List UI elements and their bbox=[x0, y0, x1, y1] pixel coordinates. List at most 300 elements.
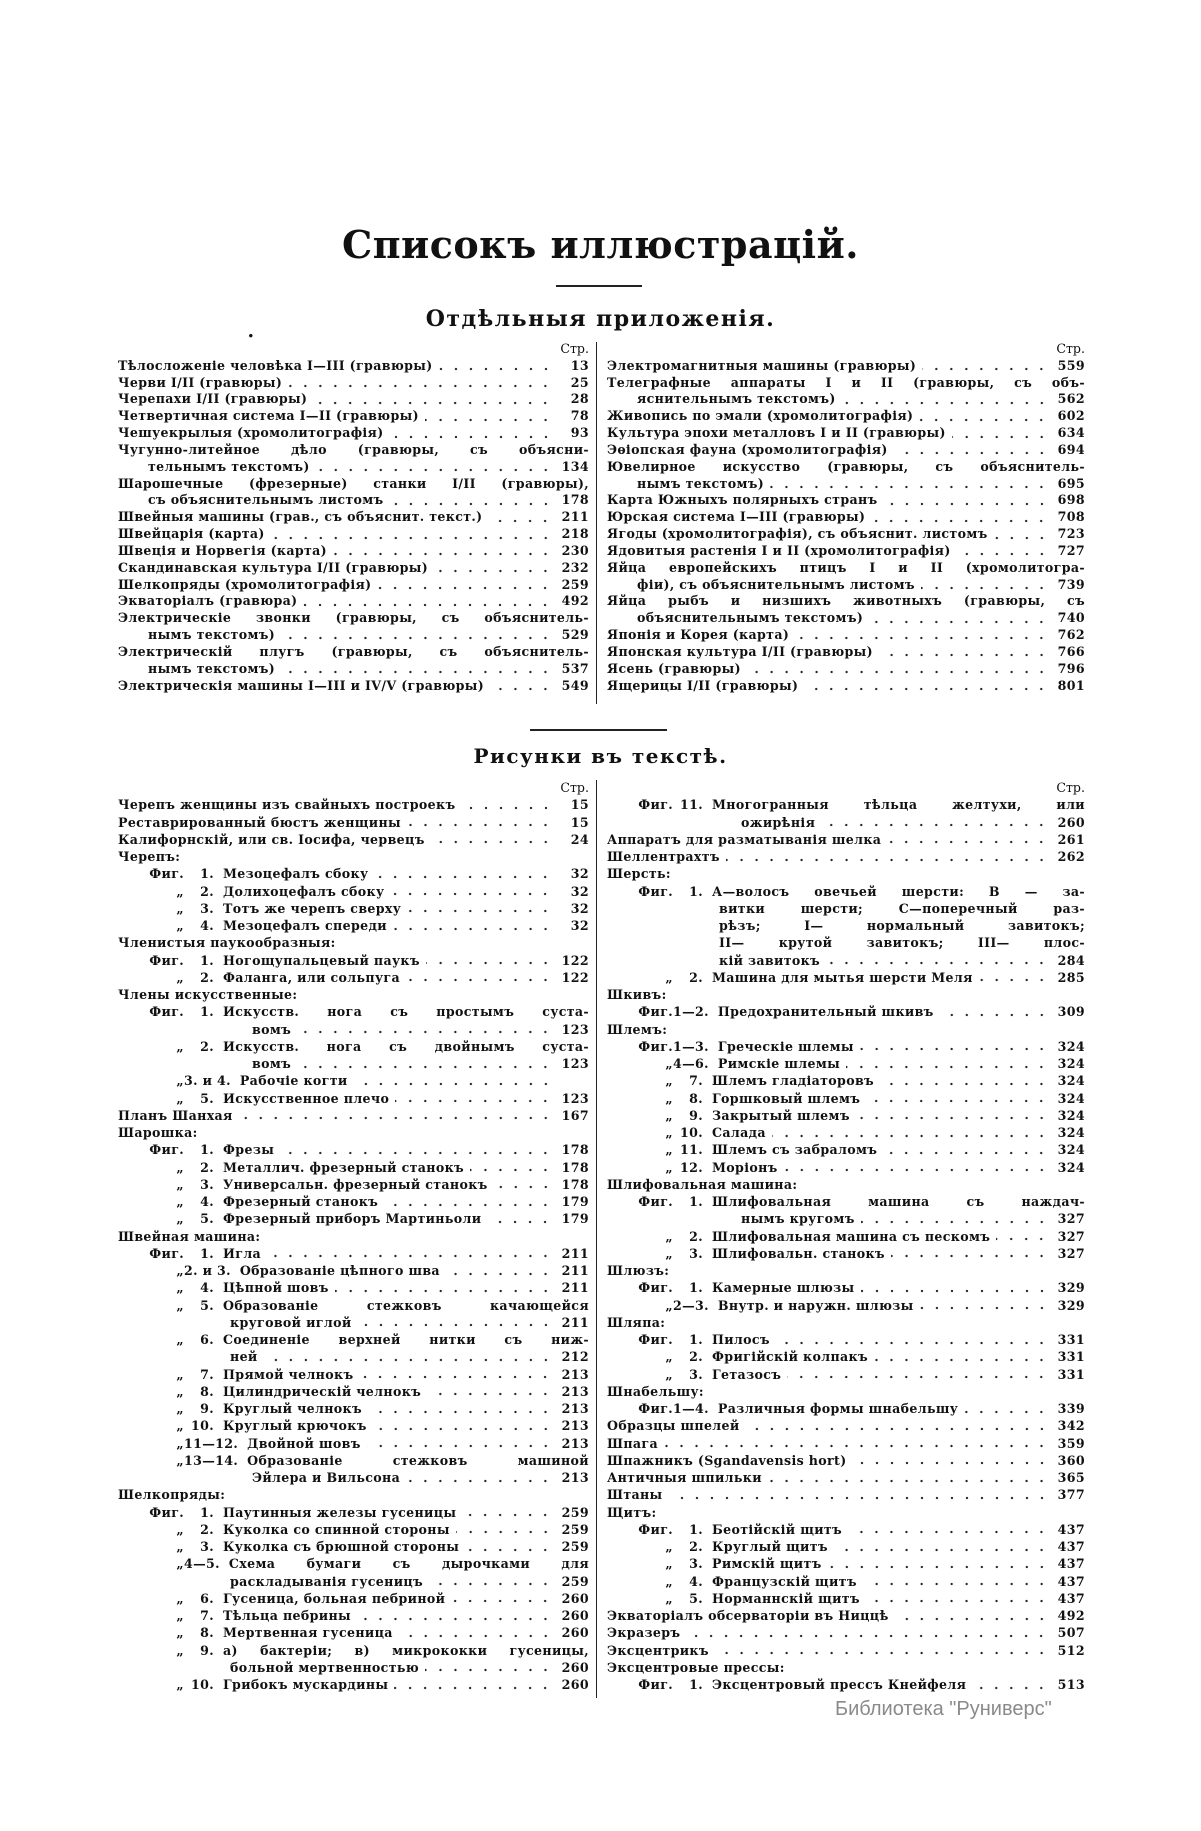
page-number: 211 bbox=[561, 1245, 589, 1261]
entry-title: Образованіе цѣпного шва bbox=[239, 1263, 440, 1278]
index-entry-row bbox=[118, 1504, 589, 1521]
figure-number: 10. bbox=[191, 1677, 214, 1692]
page-number: 331 bbox=[1057, 1366, 1085, 1382]
index-entry-row bbox=[118, 1624, 589, 1641]
index-entry-row bbox=[607, 476, 1085, 493]
page-number: 331 bbox=[1057, 1349, 1085, 1365]
dot-leader bbox=[883, 1145, 1049, 1155]
dot-leader bbox=[434, 563, 553, 573]
dot-leader bbox=[288, 378, 553, 388]
dot-leader bbox=[281, 664, 553, 674]
figure-number: 13—14. bbox=[184, 1452, 239, 1468]
figure-marker: „ bbox=[176, 1642, 184, 1658]
figure-marker: „ bbox=[176, 1608, 184, 1623]
entry-title: Швейцарія (карта) bbox=[118, 526, 265, 542]
entry-title: Шпажникъ (Sgandavensis hort) bbox=[607, 1452, 847, 1468]
page-number: 134 bbox=[561, 458, 589, 474]
column-divider bbox=[596, 780, 597, 1698]
page-number: 327 bbox=[1057, 1228, 1085, 1244]
index-entry-row bbox=[118, 1573, 589, 1590]
dot-leader bbox=[996, 1231, 1049, 1241]
entry-title: Шерсть: bbox=[607, 866, 671, 882]
page-number: 260 bbox=[561, 1659, 589, 1675]
entry-title: Римскій щитъ bbox=[712, 1556, 822, 1572]
page-number: 123 bbox=[561, 1056, 589, 1071]
entry-title: Членистыя паукообразныя: bbox=[118, 935, 336, 951]
plates-right-list bbox=[607, 358, 1085, 695]
figure-number: 2. bbox=[200, 1521, 214, 1537]
figure-number: 4—5. bbox=[184, 1556, 220, 1572]
title-rule bbox=[556, 285, 642, 287]
figure-marker: „ bbox=[176, 1556, 184, 1572]
page-number: 123 bbox=[561, 1021, 589, 1037]
page-number: 537 bbox=[561, 660, 589, 676]
dot-leader bbox=[768, 1473, 1049, 1483]
dot-leader bbox=[335, 1283, 553, 1293]
dot-leader bbox=[828, 1559, 1049, 1569]
page-number: 437 bbox=[1057, 1556, 1085, 1572]
index-entry-row bbox=[118, 1245, 589, 1262]
entry-title: Телеграфные аппараты I и II (гравюры, съ объ- bbox=[607, 374, 1085, 390]
entry-title: Цѣпной шовъ bbox=[223, 1280, 329, 1296]
page-number: 796 bbox=[1057, 660, 1085, 676]
dot-leader bbox=[860, 1041, 1049, 1051]
index-entry-row bbox=[118, 1072, 589, 1089]
dot-leader bbox=[686, 1628, 1049, 1638]
index-entry-row bbox=[118, 644, 589, 661]
entry-title: Шелкопряды (хромолитографія) bbox=[118, 576, 372, 592]
entry-title: Античныя шпильки bbox=[607, 1470, 762, 1485]
page-number: 740 bbox=[1057, 610, 1085, 626]
dot-leader bbox=[895, 1611, 1049, 1621]
figure-number: 4. bbox=[200, 1280, 214, 1296]
page-number: 324 bbox=[1057, 1125, 1085, 1140]
page-number: 327 bbox=[1057, 1245, 1085, 1261]
dot-leader bbox=[863, 1576, 1049, 1586]
figure-marker: „ bbox=[176, 883, 184, 899]
index-entry-row bbox=[118, 917, 589, 934]
dot-leader bbox=[390, 429, 553, 439]
entry-title: Шлифовальн. станокъ bbox=[712, 1245, 885, 1261]
entry-title: Эйлера и Вильсона bbox=[252, 1470, 401, 1485]
index-entry-row bbox=[607, 1400, 1085, 1417]
dot-leader bbox=[715, 1645, 1049, 1655]
figure-number: 2. bbox=[200, 1159, 214, 1175]
figure-marker: „ bbox=[176, 1590, 184, 1606]
figure-number: 6. bbox=[200, 1590, 214, 1606]
section-heading-text-figures: Рисунки въ текстѣ. bbox=[473, 744, 728, 768]
index-entry-row bbox=[118, 1038, 589, 1055]
page-number: 13 bbox=[570, 357, 589, 373]
figure-marker: „ bbox=[665, 1573, 673, 1589]
figure-number: 1. bbox=[200, 1245, 214, 1261]
figure-marker: Фиг. bbox=[149, 952, 184, 968]
dot-leader bbox=[357, 1611, 553, 1621]
index-entry-row bbox=[118, 661, 589, 678]
figure-marker: Фиг. bbox=[638, 1004, 673, 1020]
entry-title: Беотійскій щитъ bbox=[712, 1521, 843, 1537]
figure-number: 1. bbox=[200, 866, 214, 882]
dot-leader bbox=[871, 513, 1049, 523]
figure-number: 7. bbox=[689, 1073, 703, 1089]
dot-leader bbox=[846, 1059, 1049, 1069]
figure-marker: „ bbox=[665, 1297, 673, 1313]
page-number: 529 bbox=[561, 627, 589, 643]
page-number: 232 bbox=[561, 559, 589, 575]
page-number: 360 bbox=[1057, 1452, 1085, 1468]
index-entry-row bbox=[118, 1055, 589, 1072]
figure-marker: „ bbox=[176, 1366, 184, 1382]
entry-title: Шлифовальная машина съ пескомъ bbox=[712, 1228, 991, 1244]
dot-leader bbox=[297, 1059, 553, 1069]
figure-number: 1. bbox=[689, 883, 703, 899]
page-number: 259 bbox=[561, 576, 589, 592]
figure-number: 1. bbox=[200, 1142, 214, 1158]
index-entry-row bbox=[118, 476, 589, 493]
entry-title: Фригійскій колпакъ bbox=[712, 1349, 869, 1365]
dot-leader bbox=[384, 1197, 553, 1207]
dot-leader bbox=[426, 955, 553, 965]
figure-number: 2. bbox=[200, 969, 214, 985]
entry-title: Шпага bbox=[607, 1435, 658, 1451]
entry-title: Норманнскій щитъ bbox=[712, 1590, 860, 1606]
dot-leader bbox=[842, 395, 1049, 405]
figure-marker: „ bbox=[665, 1090, 673, 1106]
index-entry-row bbox=[607, 969, 1085, 986]
index-entry-row bbox=[607, 952, 1085, 969]
index-entry-row bbox=[118, 934, 589, 951]
index-entry-row bbox=[607, 796, 1085, 813]
entry-title: a) бактеріи; в) микрококки гусеницы, bbox=[223, 1642, 589, 1658]
entry-title: Юрская система I—III (гравюры) bbox=[607, 509, 866, 525]
figure-marker: „ bbox=[176, 1452, 184, 1468]
page-number: 259 bbox=[561, 1504, 589, 1520]
index-entry-row bbox=[607, 1573, 1085, 1590]
entry-title: Японія и Корея (карта) bbox=[607, 627, 790, 643]
figure-marker: Фиг. bbox=[638, 1401, 673, 1416]
entry-title: Реставрированный бюстъ женщины bbox=[118, 814, 401, 830]
figure-marker: „ bbox=[176, 1401, 184, 1416]
dot-leader bbox=[869, 614, 1049, 624]
entry-title: витки шерсти; С—поперечный раз- bbox=[719, 900, 1085, 916]
dot-leader bbox=[866, 1093, 1049, 1103]
index-entry-row bbox=[607, 577, 1085, 594]
dot-leader bbox=[451, 1593, 553, 1603]
figure-marker: „ bbox=[176, 1280, 184, 1296]
page-number: 32 bbox=[570, 900, 589, 916]
index-entry-row bbox=[118, 900, 589, 917]
index-entry-row bbox=[118, 1193, 589, 1210]
page-number: 437 bbox=[1057, 1539, 1085, 1554]
dot-leader bbox=[367, 1438, 553, 1448]
dot-leader bbox=[795, 630, 1049, 640]
page-number: 365 bbox=[1057, 1470, 1085, 1485]
index-entry-row bbox=[607, 644, 1085, 661]
dot-leader bbox=[470, 1162, 553, 1172]
figure-marker: „ bbox=[176, 1176, 184, 1192]
figures-right-list bbox=[607, 796, 1085, 1693]
dot-leader bbox=[952, 429, 1049, 439]
page-column-label bbox=[118, 341, 589, 358]
page-number: 260 bbox=[561, 1608, 589, 1623]
figure-marker: „ bbox=[176, 969, 184, 985]
figure-marker: „ bbox=[176, 1435, 184, 1451]
dot-leader bbox=[894, 445, 1049, 455]
page-number: 32 bbox=[570, 918, 589, 933]
page-number: 342 bbox=[1057, 1418, 1085, 1434]
library-watermark: Библиотека "Руниверс" bbox=[835, 1698, 1052, 1720]
index-entry-row bbox=[607, 917, 1085, 934]
entry-title: Планъ Шанхая bbox=[118, 1107, 233, 1123]
index-entry-row bbox=[118, 1141, 589, 1158]
entry-title: Соединеніе верхней нитки съ ниж- bbox=[223, 1332, 589, 1347]
entry-title: Игла bbox=[223, 1245, 262, 1261]
entry-title: Шарошка: bbox=[118, 1125, 198, 1140]
page-number: 507 bbox=[1057, 1625, 1085, 1641]
dot-leader bbox=[494, 1179, 553, 1189]
entry-title: Металлич. фрезерный станокъ bbox=[223, 1159, 465, 1175]
page-number: 260 bbox=[561, 1625, 589, 1641]
index-entry-row bbox=[607, 1383, 1085, 1400]
figure-marker: „ bbox=[665, 1142, 673, 1158]
figure-marker: Фиг. bbox=[638, 1521, 673, 1537]
index-entry-row bbox=[607, 1279, 1085, 1296]
index-entry-row bbox=[118, 1176, 589, 1193]
entry-title: Паутинныя железы гусеницы bbox=[223, 1504, 457, 1520]
entry-title: Круглый челнокъ bbox=[223, 1401, 363, 1416]
page-number: 512 bbox=[1057, 1642, 1085, 1658]
entry-title: Круглый щитъ bbox=[712, 1539, 828, 1554]
index-entry-row bbox=[607, 848, 1085, 865]
entry-title: Машина для мытья шерсти Меля bbox=[712, 969, 973, 985]
entry-title: Шлифовальная машина съ наждач- bbox=[712, 1194, 1085, 1209]
index-entry-row bbox=[607, 1245, 1085, 1262]
page-number: 230 bbox=[561, 542, 589, 558]
entry-title: Камерные шлюзы bbox=[712, 1280, 855, 1296]
entry-title: Ящерицы I/II (гравюры) bbox=[607, 677, 799, 693]
page-number: 324 bbox=[1057, 1090, 1085, 1106]
index-entry-row bbox=[118, 1521, 589, 1538]
index-entry-row bbox=[607, 1486, 1085, 1503]
page-number: 260 bbox=[561, 1677, 589, 1692]
entry-title: Черви I/II (гравюры) bbox=[118, 374, 283, 390]
figure-number: 2. bbox=[200, 1038, 214, 1054]
entry-title: Шелкопряды: bbox=[118, 1487, 226, 1503]
page-number: 285 bbox=[1057, 969, 1085, 985]
entry-title: Штаны bbox=[607, 1487, 663, 1503]
dot-leader bbox=[919, 412, 1049, 422]
page-number: 167 bbox=[561, 1107, 589, 1123]
index-entry-row bbox=[607, 1314, 1085, 1331]
entry-title: II— крутой завитокъ; III— плос- bbox=[719, 935, 1085, 951]
figure-number: 3. bbox=[689, 1366, 703, 1382]
page-number: 549 bbox=[561, 677, 589, 693]
dot-leader bbox=[861, 1214, 1049, 1224]
entry-title: нымъ текстомъ) bbox=[148, 627, 276, 643]
entry-title: Искусств. нога съ простымъ суста- bbox=[223, 1004, 589, 1020]
entry-title: Ясень (гравюры) bbox=[607, 660, 741, 676]
index-entry-row bbox=[607, 1297, 1085, 1314]
dot-leader bbox=[490, 681, 553, 691]
dot-leader bbox=[407, 903, 553, 913]
entry-title: Схема бумаги съ дырочками для bbox=[228, 1556, 589, 1572]
entry-title: Японская культура I/II (гравюры) bbox=[607, 643, 873, 659]
dot-leader bbox=[439, 361, 553, 371]
dot-leader bbox=[957, 546, 1049, 556]
dot-leader bbox=[920, 1300, 1049, 1310]
page-number: 178 bbox=[561, 1159, 589, 1175]
dot-leader bbox=[271, 530, 553, 540]
index-entry-row bbox=[607, 1659, 1085, 1676]
index-entry-row bbox=[118, 1159, 589, 1176]
dot-leader bbox=[940, 1007, 1049, 1017]
page-number: 309 bbox=[1057, 1004, 1085, 1020]
page-number: 212 bbox=[561, 1349, 589, 1365]
page-number: 513 bbox=[1057, 1677, 1085, 1692]
figure-number: 1. bbox=[200, 952, 214, 968]
index-entry-row bbox=[118, 425, 589, 442]
index-entry-row bbox=[607, 492, 1085, 509]
entry-title: Экваторіалъ (гравюра) bbox=[118, 593, 298, 609]
figure-number: 10. bbox=[680, 1125, 703, 1140]
figure-number: 7. bbox=[200, 1366, 214, 1382]
figure-number: 1—4. bbox=[673, 1401, 709, 1416]
entry-title: Чугунно-литейное дѣло (гравюры, съ объясни- bbox=[118, 441, 589, 457]
figure-number: 4—6. bbox=[673, 1056, 709, 1071]
index-entry-row bbox=[607, 358, 1085, 375]
entry-title: Живопись по эмали (хромолитографія) bbox=[607, 408, 914, 424]
dot-leader bbox=[358, 1317, 553, 1327]
entry-title: нымъ текстомъ) bbox=[148, 660, 276, 676]
page-number: 762 bbox=[1057, 627, 1085, 643]
figure-number: 1. bbox=[689, 1677, 703, 1692]
entry-title: Горшковый шлемъ bbox=[712, 1090, 861, 1106]
entry-title: Эксцентровый прессъ Кнейфеля bbox=[712, 1677, 967, 1692]
index-entry-row bbox=[118, 1124, 589, 1141]
figure-marker: „ bbox=[176, 1539, 184, 1554]
index-entry-row bbox=[607, 391, 1085, 408]
figure-number: 12. bbox=[680, 1159, 703, 1175]
dot-leader bbox=[979, 972, 1049, 982]
dot-leader bbox=[374, 869, 553, 879]
figure-marker: „ bbox=[665, 1073, 673, 1089]
dot-leader bbox=[395, 1093, 553, 1103]
entry-title: Культура эпохи металловъ I и II (гравюры) bbox=[607, 425, 946, 441]
index-entry-row bbox=[118, 883, 589, 900]
entry-title: ожирѣнія bbox=[741, 814, 816, 830]
figure-number: 5. bbox=[200, 1297, 214, 1313]
index-entry-row bbox=[607, 1607, 1085, 1624]
entry-title: Тѣльца пебрины bbox=[223, 1608, 352, 1623]
index-entry-row bbox=[118, 1676, 589, 1693]
page-label: Стр. bbox=[560, 341, 589, 356]
index-entry-row bbox=[607, 1676, 1085, 1693]
figure-number: 5. bbox=[200, 1211, 214, 1227]
index-entry-row bbox=[607, 1021, 1085, 1038]
figures-right-column bbox=[607, 779, 1085, 1693]
entry-title: Шлюзъ: bbox=[607, 1263, 670, 1278]
page-number: 324 bbox=[1057, 1107, 1085, 1123]
page-number: 15 bbox=[570, 797, 589, 813]
page-number: 327 bbox=[1057, 1211, 1085, 1227]
page-number: 211 bbox=[561, 1280, 589, 1296]
page-number: 123 bbox=[561, 1090, 589, 1106]
dot-leader bbox=[922, 361, 1049, 371]
index-entry-row bbox=[118, 1435, 589, 1452]
figure-marker: „ bbox=[176, 1332, 184, 1347]
figure-marker: „ bbox=[176, 1625, 184, 1641]
dot-leader bbox=[456, 1524, 553, 1534]
index-entry-row bbox=[607, 1141, 1085, 1158]
entry-title: Долихоцефалъ сбоку bbox=[223, 883, 385, 899]
page-number: 24 bbox=[570, 831, 589, 847]
dot-leader bbox=[884, 496, 1049, 506]
page-number: 93 bbox=[570, 425, 589, 441]
dot-leader bbox=[407, 817, 553, 827]
page-number: 324 bbox=[1057, 1159, 1085, 1175]
index-entry-row bbox=[607, 1262, 1085, 1279]
index-entry-row bbox=[118, 391, 589, 408]
dot-leader bbox=[431, 834, 553, 844]
index-entry-row bbox=[607, 1003, 1085, 1020]
dot-leader bbox=[297, 1024, 553, 1034]
figure-number: 4. bbox=[200, 1194, 214, 1209]
page-label: Стр. bbox=[1056, 341, 1085, 356]
page-number: 339 bbox=[1057, 1401, 1085, 1416]
figure-number: 4. bbox=[200, 918, 214, 933]
figure-marker: „ bbox=[176, 1159, 184, 1175]
figure-number: 3. bbox=[689, 1556, 703, 1572]
entry-title: Тѣлосложеніе человѣка I—III (гравюры) bbox=[118, 357, 433, 373]
page-label: Стр. bbox=[560, 780, 589, 795]
dot-leader bbox=[303, 597, 553, 607]
figure-number: 8. bbox=[200, 1625, 214, 1641]
figure-number: 3. и 4. bbox=[184, 1073, 231, 1089]
index-entry-row bbox=[118, 492, 589, 509]
page-number: 695 bbox=[1057, 475, 1085, 491]
page-number: 179 bbox=[561, 1194, 589, 1209]
index-entry-row bbox=[607, 1469, 1085, 1486]
entry-title: Моріонъ bbox=[712, 1159, 778, 1175]
entry-title: Мезоцефалъ спереди bbox=[223, 918, 387, 933]
index-entry-row bbox=[607, 1521, 1085, 1538]
page-number: 213 bbox=[561, 1366, 589, 1382]
figure-marker: „ bbox=[665, 1590, 673, 1606]
page-number: 211 bbox=[561, 1263, 589, 1278]
page-number: 377 bbox=[1057, 1487, 1085, 1503]
page-number: 15 bbox=[570, 814, 589, 830]
index-entry-row bbox=[118, 1383, 589, 1400]
entry-title: нымъ кругомъ bbox=[741, 1211, 855, 1227]
entry-title: А—волосъ овечьей шерсти: В — за- bbox=[712, 883, 1085, 899]
index-entry-row bbox=[118, 1486, 589, 1503]
page-column-label bbox=[607, 341, 1085, 358]
index-entry-row bbox=[607, 1331, 1085, 1348]
entry-title: Пилосъ bbox=[712, 1332, 770, 1347]
index-entry-row bbox=[118, 1555, 589, 1572]
figure-marker: „ bbox=[665, 1556, 673, 1572]
entry-title: Гусеница, больная пебриной bbox=[223, 1590, 446, 1606]
index-entry-row bbox=[607, 1642, 1085, 1659]
entry-title: Различныя формы шнабельшу bbox=[717, 1401, 959, 1416]
page-number: 122 bbox=[561, 969, 589, 985]
page-number: 259 bbox=[561, 1573, 589, 1589]
entry-title: Швейная машина: bbox=[118, 1228, 261, 1244]
dot-leader bbox=[861, 1283, 1049, 1293]
entry-title: яснительнымъ текстомъ) bbox=[637, 391, 836, 407]
figure-number: 9. bbox=[689, 1107, 703, 1123]
entry-title: вомъ bbox=[252, 1056, 292, 1071]
